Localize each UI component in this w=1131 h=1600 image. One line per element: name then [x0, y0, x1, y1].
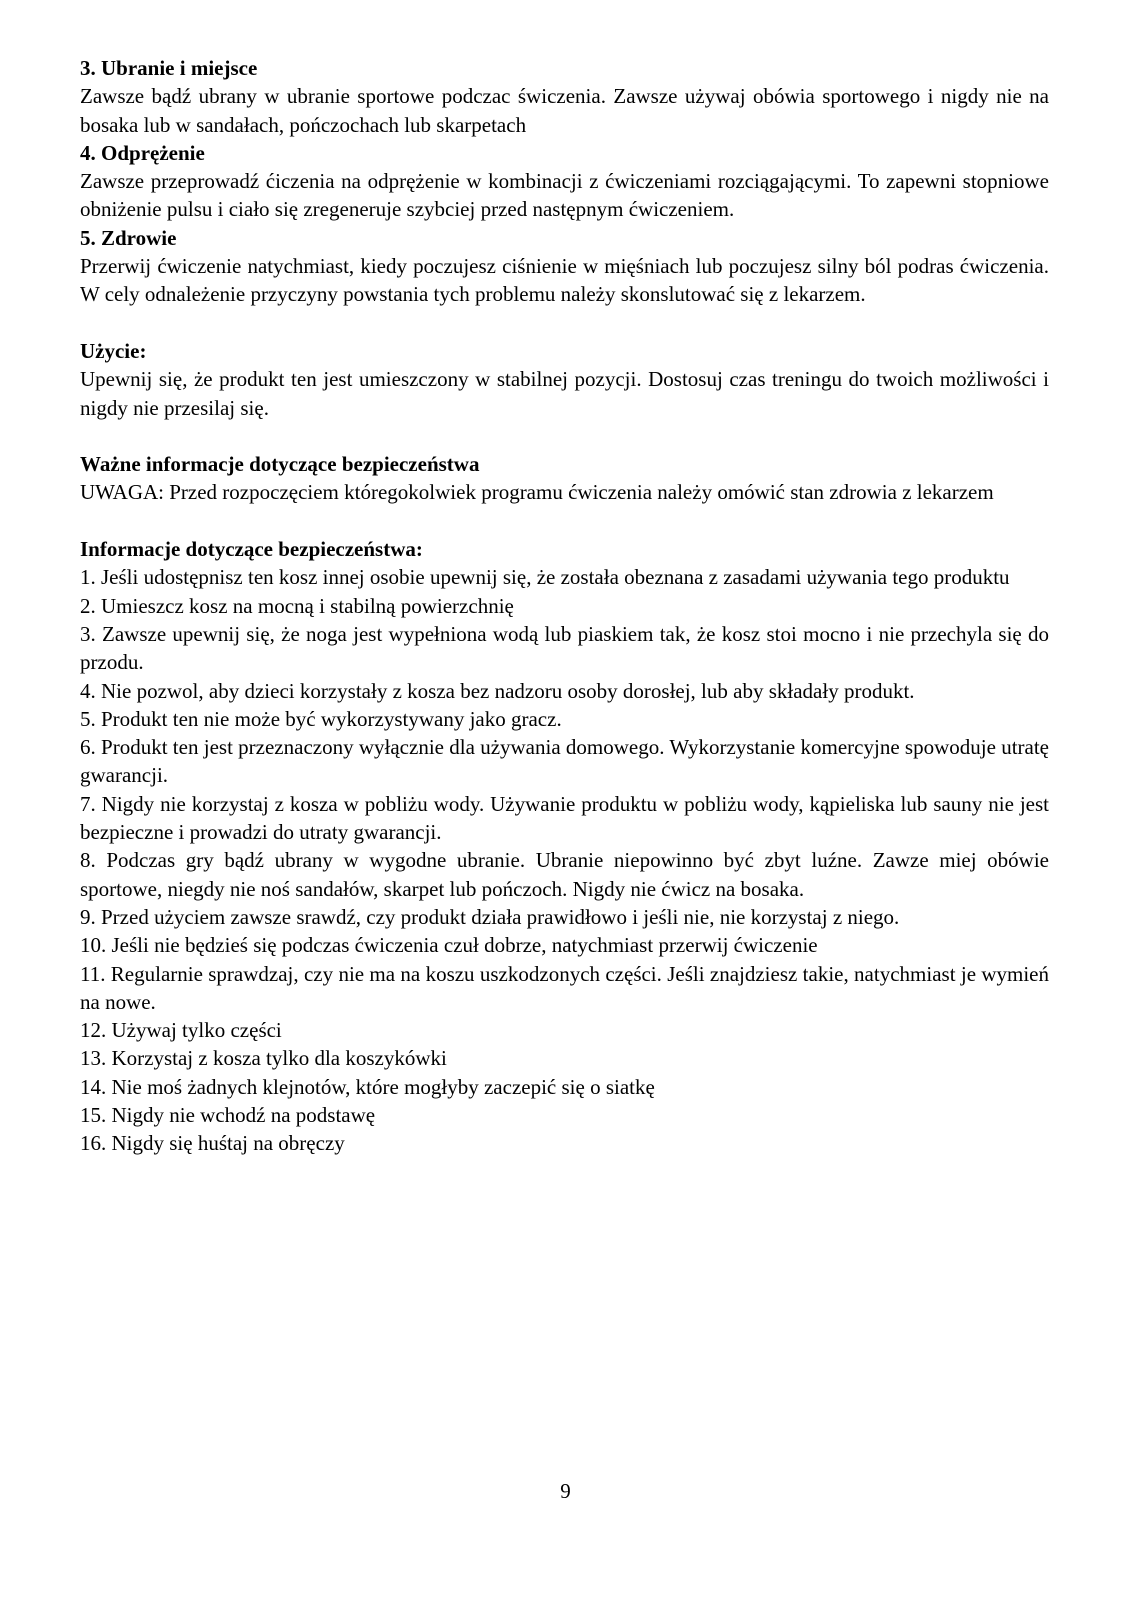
section-heading: 3. Ubranie i miejsce: [80, 56, 258, 80]
safety-item: 2. Umieszcz kosz na mocną i stabilną powierzchnię: [80, 593, 514, 618]
safety-item: 1. Jeśli udostępnisz ten kosz innej osobie upewnij się, że została obeznana z zasadami używania tego produktu: [80, 565, 1010, 590]
section-heading: Ważne informacje dotyczące bezpieczeństwa: [80, 452, 480, 477]
page-number: 9: [560, 1479, 571, 1503]
section-odprezenie: [80, 139, 1049, 224]
safety-item: 10. Jeśli nie będzieś się podczas ćwiczenia czuł dobrze, natychmiast przerwij ćwiczenie: [80, 933, 818, 958]
section-body: UWAGA: Przed rozpoczęciem któregokolwiek programu ćwiczenia należy omówić stan zdrowia z lekarzem: [80, 480, 994, 505]
section-heading: 5. Zdrowie: [80, 225, 177, 250]
section-body: Zawsze przeprowadź ćiczenia na odprężenie w kombinacji z ćwiczeniami rozciągającymi. To zapewni stopniowe obniżenie pulsu i ciało się zregeneruje szybciej przed następnym ćwiczeniem.: [80, 169, 1049, 222]
section-body: Zawsze bądź ubrany w ubranie sportowe podczac świczenia. Zawsze używaj obówia sportowego i nigdy nie na bosaka lub w sandałach, pończochach lub skarpetach: [80, 84, 1049, 137]
safety-item: 11. Regularnie sprawdzaj, czy nie ma na koszu uszkodzonych części. Jeśli znajdziesz takie, natychmiast je wymień na nowe.: [80, 961, 1049, 1014]
page-content: [80, 54, 1049, 1158]
section-ubranie-i-miejsce: [80, 54, 1049, 139]
section-wazne-informacje: [80, 450, 1049, 507]
section-heading: 4. Odprężenie: [80, 140, 205, 165]
safety-item: 4. Nie pozwol, aby dzieci korzystały z kosza bez nadzoru osoby dorosłej, lub aby składały produkt.: [80, 678, 915, 703]
safety-item: 15. Nigdy nie wchodź na podstawę: [80, 1102, 376, 1127]
safety-item: 8. Podczas gry bądź ubrany w wygodne ubranie. Ubranie niepowinno być zbyt luźne. Zawze miej obówie sportowe, niegdy nie noś sandałów, skarpet lub pończoch. Nigdy nie ćwicz na bosaka.: [80, 848, 1049, 901]
section-uzycie: [80, 337, 1049, 422]
section-informacje-bezpieczenstwa: [80, 535, 1049, 1158]
safety-item: 7. Nigdy nie korzystaj z kosza w pobliżu wody. Używanie produktu w pobliżu wody, kąpieliska lub sauny nie jest bezpieczne i prowadzi do utraty gwarancji.: [80, 791, 1049, 845]
safety-item: 9. Przed użyciem zawsze srawdź, czy produkt działa prawidłowo i jeśli nie, nie korzystaj z niego.: [80, 904, 900, 929]
safety-item: 13. Korzystaj z kosza tylko dla koszykówki: [80, 1046, 447, 1071]
safety-item: 16. Nigdy się huśtaj na obręczy: [80, 1131, 345, 1156]
section-heading: Informacje dotyczące bezpieczeństwa:: [80, 537, 423, 562]
safety-item: 3. Zawsze upewnij się, że noga jest wypełniona wodą lub piaskiem tak, że kosz stoi mocno i nie przechyla się do przodu.: [80, 621, 1049, 675]
section-zdrowie: [80, 224, 1049, 309]
safety-item: 12. Używaj tylko części: [80, 1018, 282, 1043]
section-body: Upewnij się, że produkt ten jest umieszczony w stabilnej pozycji. Dostosuj czas treningu do twoich możliwości i nigdy nie przesilaj się.: [80, 367, 1049, 420]
safety-item: 5. Produkt ten nie może być wykorzystywany jako gracz.: [80, 706, 562, 731]
section-body: Przerwij ćwiczenie natychmiast, kiedy poczujesz ciśnienie w mięśniach lub poczujesz silny ból podras ćwiczenia. W cely odnależenie przyczyny powstania tych problemu należy skonslutować się z lekarzem.: [80, 254, 1049, 307]
safety-item: 14. Nie moś żadnych klejnotów, które mogłyby zaczepić się o siatkę: [80, 1074, 655, 1099]
section-heading: Użycie:: [80, 338, 147, 363]
safety-item: 6. Produkt ten jest przeznaczony wyłącznie dla używania domowego. Wykorzystanie komercyjne spowoduje utratę gwarancji.: [80, 735, 1049, 788]
